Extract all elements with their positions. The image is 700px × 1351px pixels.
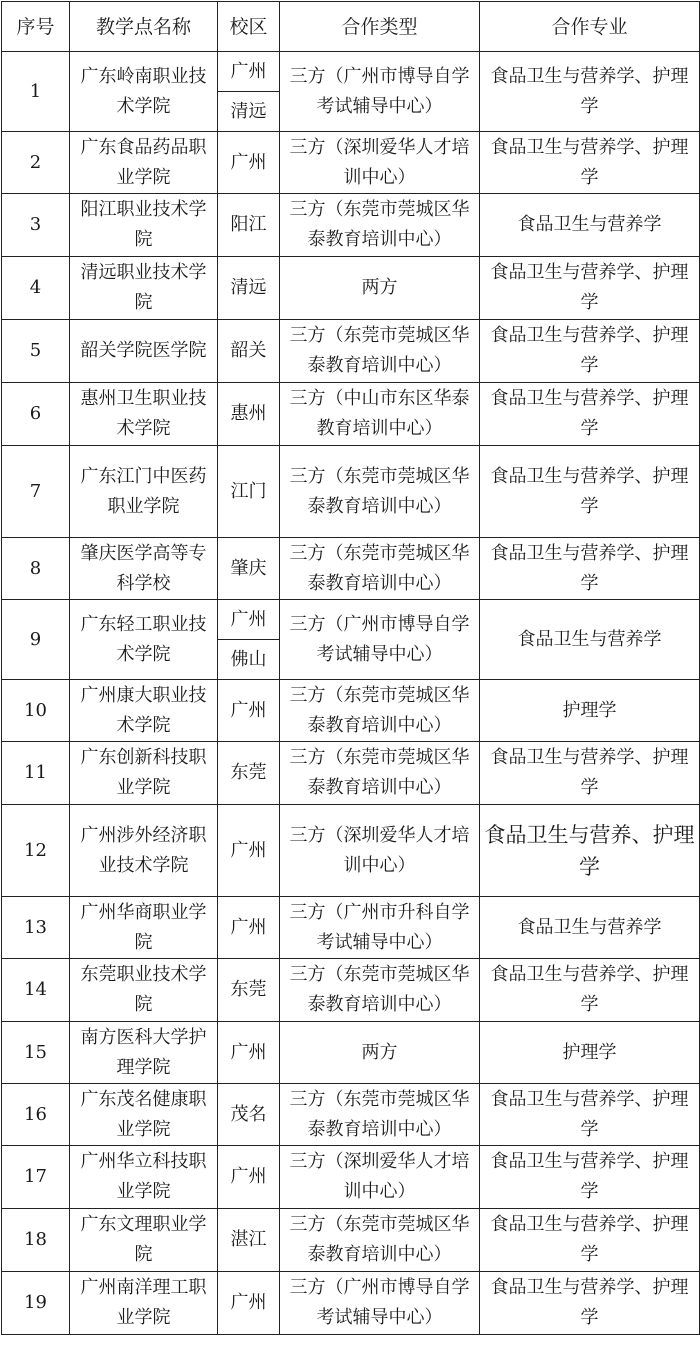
cooperation-type-cell: 三方（深圳爱华人才培训中心） xyxy=(280,132,480,194)
serial-cell: 17 xyxy=(2,1146,70,1209)
cooperation-type-cell: 三方（广州市升科自学考试辅导中心） xyxy=(280,897,480,959)
site-name-cell: 清远职业技术学院 xyxy=(70,257,218,320)
campus-cell: 广州 xyxy=(218,1272,280,1335)
campus-cell: 广州 xyxy=(218,1146,280,1209)
serial-cell: 9 xyxy=(2,600,70,680)
cooperation-type-cell: 三方（广州市博导自学考试辅导中心） xyxy=(280,52,480,132)
cooperation-type-cell: 三方（广州市博导自学考试辅导中心） xyxy=(280,600,480,680)
cooperation-major-cell: 食品卫生与营养学、护理学 xyxy=(480,1146,700,1209)
cooperation-type-cell: 三方（东莞市莞城区华泰教育培训中心） xyxy=(280,1084,480,1146)
serial-cell: 16 xyxy=(2,1084,70,1146)
campus-cell: 江门 xyxy=(218,446,280,538)
cooperation-major-cell: 食品卫生与营养学 xyxy=(480,897,700,959)
serial-cell: 18 xyxy=(2,1209,70,1272)
header-site-name: 教学点名称 xyxy=(70,2,218,52)
campus-cell: 惠州 xyxy=(218,383,280,446)
header-serial: 序号 xyxy=(2,2,70,52)
serial-cell: 19 xyxy=(2,1272,70,1335)
campus-cell: 东莞 xyxy=(218,742,280,805)
table-body xyxy=(2,52,700,1335)
campus-cell: 广州 xyxy=(218,52,280,92)
table-row xyxy=(2,680,700,742)
teaching-sites-table xyxy=(1,1,700,1335)
header-row xyxy=(2,2,700,52)
cooperation-type-cell: 三方（深圳爱华人才培训中心） xyxy=(280,1146,480,1209)
serial-cell: 14 xyxy=(2,959,70,1022)
table-row xyxy=(2,600,700,640)
cooperation-major-cell: 食品卫生与营养学、护理学 xyxy=(480,959,700,1022)
cooperation-type-cell: 三方（东莞市莞城区华泰教育培训中心） xyxy=(280,194,480,257)
cooperation-type-cell: 三方（东莞市莞城区华泰教育培训中心） xyxy=(280,320,480,383)
site-name-cell: 广州康大职业技术学院 xyxy=(70,680,218,742)
campus-cell: 广州 xyxy=(218,680,280,742)
cooperation-major-cell: 食品卫生与营养学、护理学 xyxy=(480,257,700,320)
site-name-cell: 东莞职业技术学院 xyxy=(70,959,218,1022)
cooperation-type-cell: 三方（深圳爱华人才培训中心） xyxy=(280,805,480,897)
table-row xyxy=(2,897,700,959)
cooperation-type-cell: 三方（东莞市莞城区华泰教育培训中心） xyxy=(280,538,480,600)
cooperation-type-cell: 三方（东莞市莞城区华泰教育培训中心） xyxy=(280,959,480,1022)
site-name-cell: 广东文理职业学院 xyxy=(70,1209,218,1272)
site-name-cell: 广州华立科技职业学院 xyxy=(70,1146,218,1209)
header-cooperation-major: 合作专业 xyxy=(480,2,700,52)
campus-cell: 广州 xyxy=(218,897,280,959)
site-name-cell: 阳江职业技术学院 xyxy=(70,194,218,257)
cooperation-major-cell: 食品卫生与营养学 xyxy=(480,600,700,680)
campus-cell: 阳江 xyxy=(218,194,280,257)
cooperation-type-cell: 三方（中山市东区华泰教育培训中心） xyxy=(280,383,480,446)
table-row xyxy=(2,538,700,600)
table-row xyxy=(2,257,700,320)
site-name-cell: 韶关学院医学院 xyxy=(70,320,218,383)
table-row xyxy=(2,742,700,805)
table-row xyxy=(2,52,700,92)
serial-cell: 13 xyxy=(2,897,70,959)
site-name-cell: 广东食品药品职业学院 xyxy=(70,132,218,194)
cooperation-major-cell: 食品卫生与营养学、护理学 xyxy=(480,383,700,446)
serial-cell: 5 xyxy=(2,320,70,383)
table-row xyxy=(2,1272,700,1335)
site-name-cell: 广东轻工职业技术学院 xyxy=(70,600,218,680)
cooperation-major-cell: 食品卫生与营养、护理学 xyxy=(480,805,700,897)
site-name-cell: 广东岭南职业技术学院 xyxy=(70,52,218,132)
campus-cell: 佛山 xyxy=(218,640,280,680)
table-row xyxy=(2,446,700,538)
serial-cell: 12 xyxy=(2,805,70,897)
serial-cell: 6 xyxy=(2,383,70,446)
campus-cell: 韶关 xyxy=(218,320,280,383)
cooperation-major-cell: 食品卫生与营养学、护理学 xyxy=(480,446,700,538)
cooperation-major-cell: 食品卫生与营养学 xyxy=(480,194,700,257)
site-name-cell: 广东茂名健康职业学院 xyxy=(70,1084,218,1146)
campus-cell: 广州 xyxy=(218,1022,280,1084)
table-row xyxy=(2,1084,700,1146)
site-name-cell: 肇庆医学高等专科学校 xyxy=(70,538,218,600)
serial-cell: 2 xyxy=(2,132,70,194)
site-name-cell: 广州南洋理工职业学院 xyxy=(70,1272,218,1335)
cooperation-type-cell: 三方（东莞市莞城区华泰教育培训中心） xyxy=(280,1209,480,1272)
table-row xyxy=(2,1209,700,1272)
campus-cell: 广州 xyxy=(218,132,280,194)
header-campus: 校区 xyxy=(218,2,280,52)
serial-cell: 10 xyxy=(2,680,70,742)
campus-cell: 东莞 xyxy=(218,959,280,1022)
campus-cell: 肇庆 xyxy=(218,538,280,600)
campus-cell: 清远 xyxy=(218,257,280,320)
cooperation-major-cell: 食品卫生与营养学、护理学 xyxy=(480,132,700,194)
campus-cell: 湛江 xyxy=(218,1209,280,1272)
site-name-cell: 广州涉外经济职业技术学院 xyxy=(70,805,218,897)
campus-cell: 广州 xyxy=(218,805,280,897)
cooperation-type-cell: 三方（东莞市莞城区华泰教育培训中心） xyxy=(280,742,480,805)
serial-cell: 8 xyxy=(2,538,70,600)
cooperation-type-cell: 三方（东莞市莞城区华泰教育培训中心） xyxy=(280,446,480,538)
site-name-cell: 南方医科大学护理学院 xyxy=(70,1022,218,1084)
serial-cell: 4 xyxy=(2,257,70,320)
serial-cell: 15 xyxy=(2,1022,70,1084)
site-name-cell: 广州华商职业学院 xyxy=(70,897,218,959)
header-cooperation-type: 合作类型 xyxy=(280,2,480,52)
table-row xyxy=(2,383,700,446)
serial-cell: 3 xyxy=(2,194,70,257)
campus-cell: 清远 xyxy=(218,92,280,132)
campus-cell: 广州 xyxy=(218,600,280,640)
site-name-cell: 广东创新科技职业学院 xyxy=(70,742,218,805)
table-row xyxy=(2,959,700,1022)
cooperation-major-cell: 食品卫生与营养学、护理学 xyxy=(480,320,700,383)
cooperation-major-cell: 护理学 xyxy=(480,680,700,742)
table-row xyxy=(2,320,700,383)
table-row xyxy=(2,194,700,257)
cooperation-major-cell: 食品卫生与营养学、护理学 xyxy=(480,1209,700,1272)
cooperation-major-cell: 护理学 xyxy=(480,1022,700,1084)
cooperation-major-cell: 食品卫生与营养学、护理学 xyxy=(480,1084,700,1146)
table-row xyxy=(2,1022,700,1084)
site-name-cell: 广东江门中医药职业学院 xyxy=(70,446,218,538)
table-row xyxy=(2,132,700,194)
campus-cell: 茂名 xyxy=(218,1084,280,1146)
cooperation-type-cell: 三方（东莞市莞城区华泰教育培训中心） xyxy=(280,680,480,742)
cooperation-major-cell: 食品卫生与营养学、护理学 xyxy=(480,742,700,805)
cooperation-major-cell: 食品卫生与营养学、护理学 xyxy=(480,1272,700,1335)
cooperation-major-cell: 食品卫生与营养学、护理学 xyxy=(480,52,700,132)
serial-cell: 1 xyxy=(2,52,70,132)
serial-cell: 11 xyxy=(2,742,70,805)
cooperation-type-cell: 两方 xyxy=(280,257,480,320)
site-name-cell: 惠州卫生职业技术学院 xyxy=(70,383,218,446)
serial-cell: 7 xyxy=(2,446,70,538)
cooperation-type-cell: 三方（广州市博导自学考试辅导中心） xyxy=(280,1272,480,1335)
table-row xyxy=(2,1146,700,1209)
cooperation-major-cell: 食品卫生与营养学、护理学 xyxy=(480,538,700,600)
table-row xyxy=(2,805,700,897)
cooperation-type-cell: 两方 xyxy=(280,1022,480,1084)
